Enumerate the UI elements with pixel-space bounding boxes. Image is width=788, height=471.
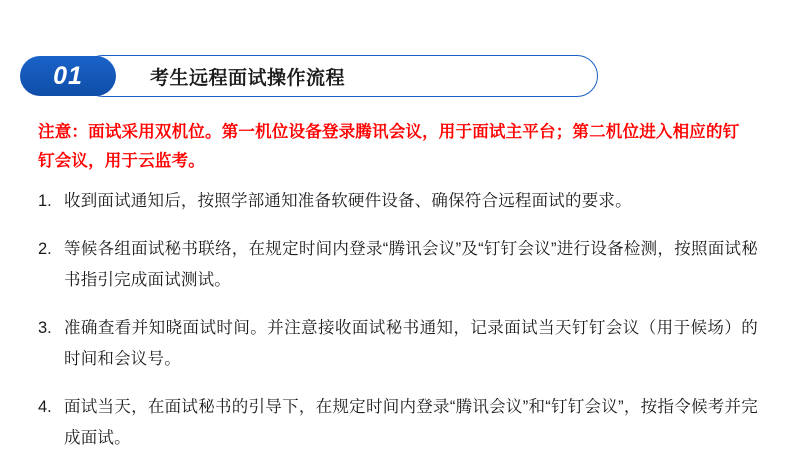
list-item <box>38 392 758 454</box>
list-item <box>38 234 758 296</box>
page-title: 考生远程面试操作流程 <box>150 67 346 89</box>
list-item-text: 等候各组面试秘书联络，在规定时间内登录“腾讯会议”及“钉钉会议”进行设备检测，按照面试秘书指引完成面试测试。 <box>64 240 758 289</box>
section-number-badge: 01 <box>20 56 116 96</box>
steps-list <box>38 186 758 471</box>
list-item-number: 4. <box>38 398 52 416</box>
section-header <box>20 55 598 97</box>
list-item <box>38 186 758 217</box>
list-item-number: 2. <box>38 240 52 258</box>
list-item <box>38 313 758 375</box>
list-item-text: 收到面试通知后，按照学部通知准备软硬件设备、确保符合远程面试的要求。 <box>64 192 632 210</box>
list-item-text: 准确查看并知晓面试时间。并注意接收面试秘书通知，记录面试当天钉钉会议（用于候场）的时间和会议号。 <box>64 319 758 368</box>
list-item-text: 面试当天，在面试秘书的引导下，在规定时间内登录“腾讯会议”和“钉钉会议”，按指令候考并完成面试。 <box>64 398 758 447</box>
list-item-number: 3. <box>38 319 52 337</box>
list-item-number: 1. <box>38 192 52 210</box>
notice-text: 注意：面试采用双机位。第一机位设备登录腾讯会议，用于面试主平台；第二机位进入相应的钉钉会议，用于云监考。 <box>38 123 740 170</box>
